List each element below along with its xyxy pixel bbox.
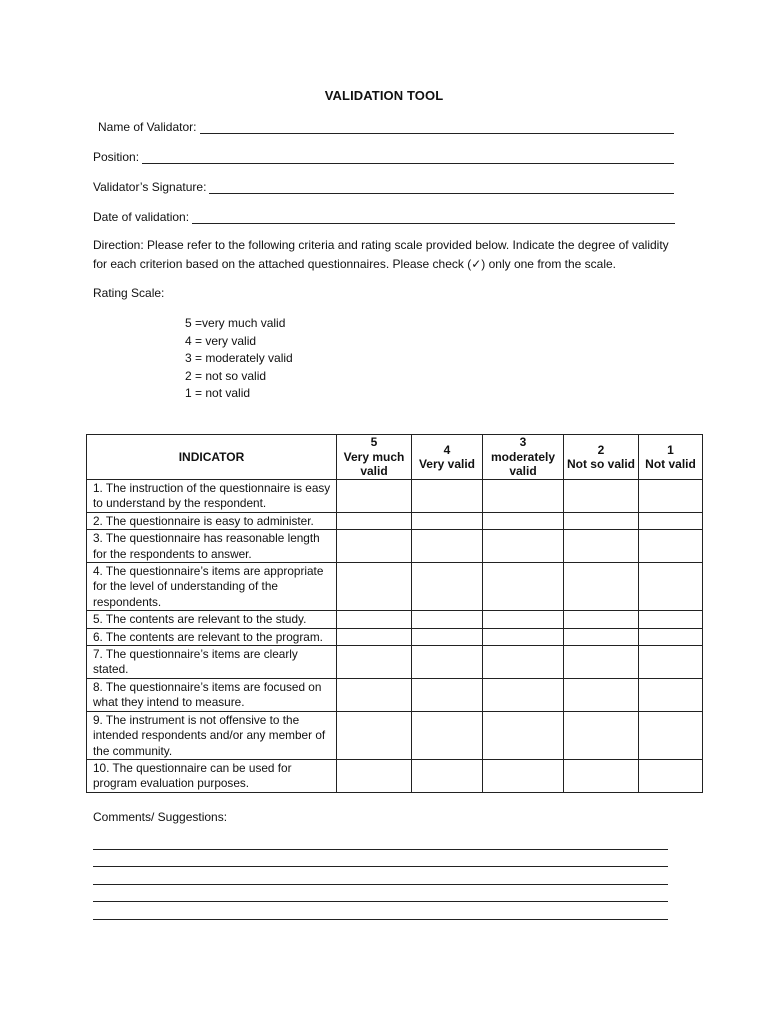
rating-cell-5[interactable] [337,628,412,645]
comment-line[interactable] [93,849,668,850]
signature-field[interactable] [93,178,674,194]
rating-scale-item: 1 = not valid [185,386,251,401]
column-header-2 [564,435,639,480]
comments-label: Comments/ Suggestions: [93,810,228,824]
rating-scale-item: 3 = moderately valid [185,351,293,366]
rating-cell-4[interactable] [412,563,483,611]
rating-scale-item: 2 = not so valid [185,368,267,383]
signature-label: Validator’s Signature: [93,180,207,194]
column-number: 2 [597,442,605,457]
rating-cell-4[interactable] [412,480,483,513]
table-header-row [87,435,703,480]
rating-cell-1[interactable] [639,611,703,628]
indicator-cell: 9. The instrument is not offensive to the intended respondents and/or any member of the community. [87,711,337,759]
date-field[interactable] [93,208,675,224]
column-header-3 [483,435,564,480]
rating-cell-2[interactable] [564,611,639,628]
indicator-cell: 10. The questionnaire can be used for program evaluation purposes. [87,759,337,792]
rating-cell-5[interactable] [337,711,412,759]
table-row [87,512,703,529]
validator-name-label: Name of Validator: [98,120,197,134]
rating-scale-list [185,315,293,403]
rating-cell-2[interactable] [564,512,639,529]
column-header-5 [337,435,412,480]
rating-cell-3[interactable] [483,678,564,711]
indicator-header: INDICATOR [87,435,337,480]
rating-cell-5[interactable] [337,611,412,628]
column-label: Very much valid [343,449,405,479]
rating-cell-3[interactable] [483,611,564,628]
position-field[interactable] [93,148,674,164]
table-row [87,530,703,563]
rating-cell-3[interactable] [483,563,564,611]
rating-cell-4[interactable] [412,628,483,645]
rating-cell-2[interactable] [564,563,639,611]
table-row [87,563,703,611]
table-row [87,711,703,759]
rating-cell-1[interactable] [639,530,703,563]
rating-cell-2[interactable] [564,628,639,645]
rating-cell-5[interactable] [337,480,412,513]
rating-cell-2[interactable] [564,759,639,792]
rating-cell-3[interactable] [483,530,564,563]
rating-cell-1[interactable] [639,628,703,645]
rating-cell-2[interactable] [564,711,639,759]
rating-cell-1[interactable] [639,646,703,679]
rating-cell-1[interactable] [639,480,703,513]
direction-text: Direction: Please refer to the following criteria and rating scale provided below. Indicate the degree of validity for each criterion based on the attached questionnaires. Please check (✓) only one from the scale. [93,238,669,271]
column-number: 5 [370,435,378,450]
rating-cell-5[interactable] [337,759,412,792]
rating-cell-5[interactable] [337,530,412,563]
column-number: 1 [667,442,674,457]
rating-cell-4[interactable] [412,759,483,792]
position-label: Position: [93,150,140,164]
column-number: 4 [443,442,451,457]
indicator-cell: 6. The contents are relevant to the program. [87,628,337,645]
rating-cell-5[interactable] [337,646,412,679]
rating-cell-1[interactable] [639,711,703,759]
rating-cell-1[interactable] [639,512,703,529]
date-line[interactable] [192,211,675,224]
validator-name-line[interactable] [200,121,675,134]
column-header-1 [639,435,703,480]
table-row [87,678,703,711]
indicator-cell: 2. The questionnaire is easy to administer. [87,512,337,529]
column-label: moderately valid [491,449,556,479]
rating-cell-4[interactable] [412,646,483,679]
rating-cell-3[interactable] [483,628,564,645]
indicator-cell: 4. The questionnaire’s items are appropriate for the level of understanding of the respondents. [87,563,337,611]
rating-cell-2[interactable] [564,678,639,711]
rating-cell-5[interactable] [337,563,412,611]
table-row [87,646,703,679]
rating-scale-heading: Rating Scale: [93,286,165,300]
comment-line[interactable] [93,884,668,885]
rating-cell-4[interactable] [412,512,483,529]
column-number: 3 [519,435,527,450]
rating-cell-1[interactable] [639,678,703,711]
signature-line[interactable] [209,181,674,194]
rating-cell-3[interactable] [483,646,564,679]
table-row [87,628,703,645]
rating-cell-4[interactable] [412,678,483,711]
rating-cell-3[interactable] [483,759,564,792]
indicator-cell: 8. The questionnaire’s items are focused on what they intend to measure. [87,678,337,711]
table-row [87,611,703,628]
rating-cell-4[interactable] [412,530,483,563]
rating-cell-1[interactable] [639,563,703,611]
rating-cell-3[interactable] [483,512,564,529]
indicator-cell: 1. The instruction of the questionnaire is easy to understand by the respondent. [87,480,337,513]
rating-cell-2[interactable] [564,480,639,513]
rating-cell-3[interactable] [483,711,564,759]
rating-cell-4[interactable] [412,611,483,628]
comment-line[interactable] [93,919,668,920]
comment-line[interactable] [93,866,668,867]
rating-cell-2[interactable] [564,646,639,679]
table-row [87,759,703,792]
rating-cell-3[interactable] [483,480,564,513]
rating-cell-2[interactable] [564,530,639,563]
rating-cell-1[interactable] [639,759,703,792]
rating-cell-5[interactable] [337,678,412,711]
table-row [87,480,703,513]
rating-cell-5[interactable] [337,512,412,529]
rating-cell-4[interactable] [412,711,483,759]
validation-table [86,434,703,793]
indicator-cell: 7. The questionnaire’s items are clearly stated. [87,646,337,679]
column-label: Not so valid [566,457,635,471]
column-label: Not valid [645,457,696,471]
rating-scale-item: 5 =very much valid [185,316,286,330]
position-line[interactable] [142,151,674,164]
date-label: Date of validation: [93,210,190,224]
indicator-cell: 5. The contents are relevant to the study. [87,611,337,628]
rating-scale-item: 4 = very valid [185,333,257,348]
indicator-cell: 3. The questionnaire has reasonable length for the respondents to answer. [87,530,337,563]
validator-name-field[interactable] [98,118,674,134]
page-title: VALIDATION TOOL [324,88,444,103]
table-body [87,480,703,793]
comment-line[interactable] [93,901,668,902]
column-header-4 [412,435,483,480]
column-label: Very valid [418,457,476,471]
